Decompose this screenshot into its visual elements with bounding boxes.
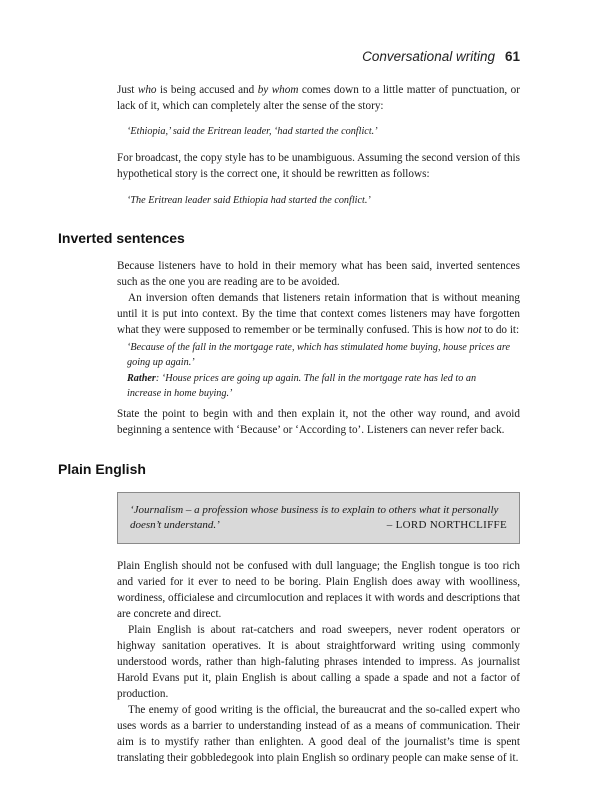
plain-paragraph-2: Plain English is about rat-catchers and road sweepers, never rodent operators or highway sanitation operatives. It is about straightforward writing using commonly understood words, rather than high-faluting phrases intended to impress. As journalist Harold Evans put it, plain English is about calling a spade a spade and not a factor of production. bbox=[117, 624, 520, 700]
epigraph-quote: ‘Journalism – a profession whose business is to explain to others what it personally doesn’t understand.’ bbox=[130, 504, 499, 531]
inverted-paragraph-3: State the point to begin with and then explain it, not the other way round, and avoid beginning a sentence with ‘Because’ or ‘According to’. Listeners can never refer back. bbox=[117, 408, 520, 436]
heading-plain-english: Plain English bbox=[58, 461, 146, 477]
inverted-p2-text-b: to do it: bbox=[481, 324, 520, 336]
intro-paragraph-2: For broadcast, the copy style has to be unambiguous. Assuming the second version of this hypothetical story is the correct one, it should be rewritten as follows: bbox=[117, 152, 520, 180]
inverted-paragraphs-block bbox=[117, 258, 520, 338]
inverted-p2-not: not bbox=[467, 324, 482, 336]
page-number: 61 bbox=[504, 49, 520, 64]
intro-p1-who: who bbox=[137, 84, 157, 96]
intro-quote-2: ‘The Eritrean leader said Ethiopia had started the conflict.’ bbox=[127, 195, 371, 206]
intro-paragraph-2-block bbox=[117, 150, 520, 182]
inverted-paragraph-2 bbox=[117, 290, 520, 338]
inverted-paragraph-1: Because listeners have to hold in their memory what has been said, inverted sentences such as the one you are reading are to be avoided. bbox=[117, 260, 520, 288]
plain-paragraph-1: Plain English should not be confused with dull language; the English tongue is too rich and varied for it ever to need to be boring. Plain English does away with woolliness, wordiness, officialese and circumlocution and replaces it with words and descriptions that are concrete and direct. bbox=[117, 560, 520, 620]
plain-paragraph-3: The enemy of good writing is the official, the bureaucrat and the so-called expert who uses words as a barrier to understanding instead of as a means of communication. Their aim is to mystify rather than enlighten. A good deal of the journalist’s time is spent translating their gobbledegook into plain English so ordinary people can make sense of it. bbox=[117, 704, 520, 764]
inverted-p2-text-a: An inversion often demands that listeners retain information that is without meaning until it is put into context. By the time that context comes listeners may have forgotten what they were supposed to remember or be terminally confused. This is how bbox=[117, 292, 520, 336]
running-title: Conversational writing bbox=[362, 49, 495, 64]
inverted-quote-1-block bbox=[117, 340, 520, 370]
heading-inverted-sentences: Inverted sentences bbox=[58, 230, 185, 246]
plain-paragraphs-block bbox=[117, 558, 520, 766]
running-header bbox=[362, 49, 520, 64]
intro-p1-by-whom: by whom bbox=[257, 84, 299, 96]
epigraph-box bbox=[117, 492, 520, 544]
epigraph-attribution: – LORD NORTHCLIFFE bbox=[386, 519, 507, 531]
intro-quote-2-block bbox=[117, 193, 520, 208]
intro-p1-text-b: is being accused and bbox=[156, 84, 258, 96]
inverted-quote-2-text: : ‘House prices are going up again. The fall in the mortgage rate has led to an increase in home buying.’ bbox=[127, 373, 477, 399]
inverted-paragraph-3-block bbox=[117, 406, 520, 438]
inverted-quote-1: ‘Because of the fall in the mortgage rate, which has stimulated home buying, house prices are going up again.’ bbox=[127, 342, 511, 368]
intro-quote-1: ‘Ethiopia,’ said the Eritrean leader, ‘had started the conflict.’ bbox=[127, 126, 378, 137]
inverted-quote-2-label: Rather bbox=[127, 373, 156, 384]
inverted-quote-2-block bbox=[117, 371, 520, 401]
intro-paragraph-1-block bbox=[117, 82, 520, 114]
inverted-quote-2 bbox=[117, 371, 520, 401]
intro-p1-text-c: comes down to a little matter of punctuation, or lack of it, which can completely alter the sense of the story: bbox=[117, 84, 520, 112]
intro-paragraph-1 bbox=[117, 82, 520, 114]
intro-p1-text-a: Just bbox=[117, 84, 138, 96]
intro-quote-1-block bbox=[117, 124, 520, 139]
